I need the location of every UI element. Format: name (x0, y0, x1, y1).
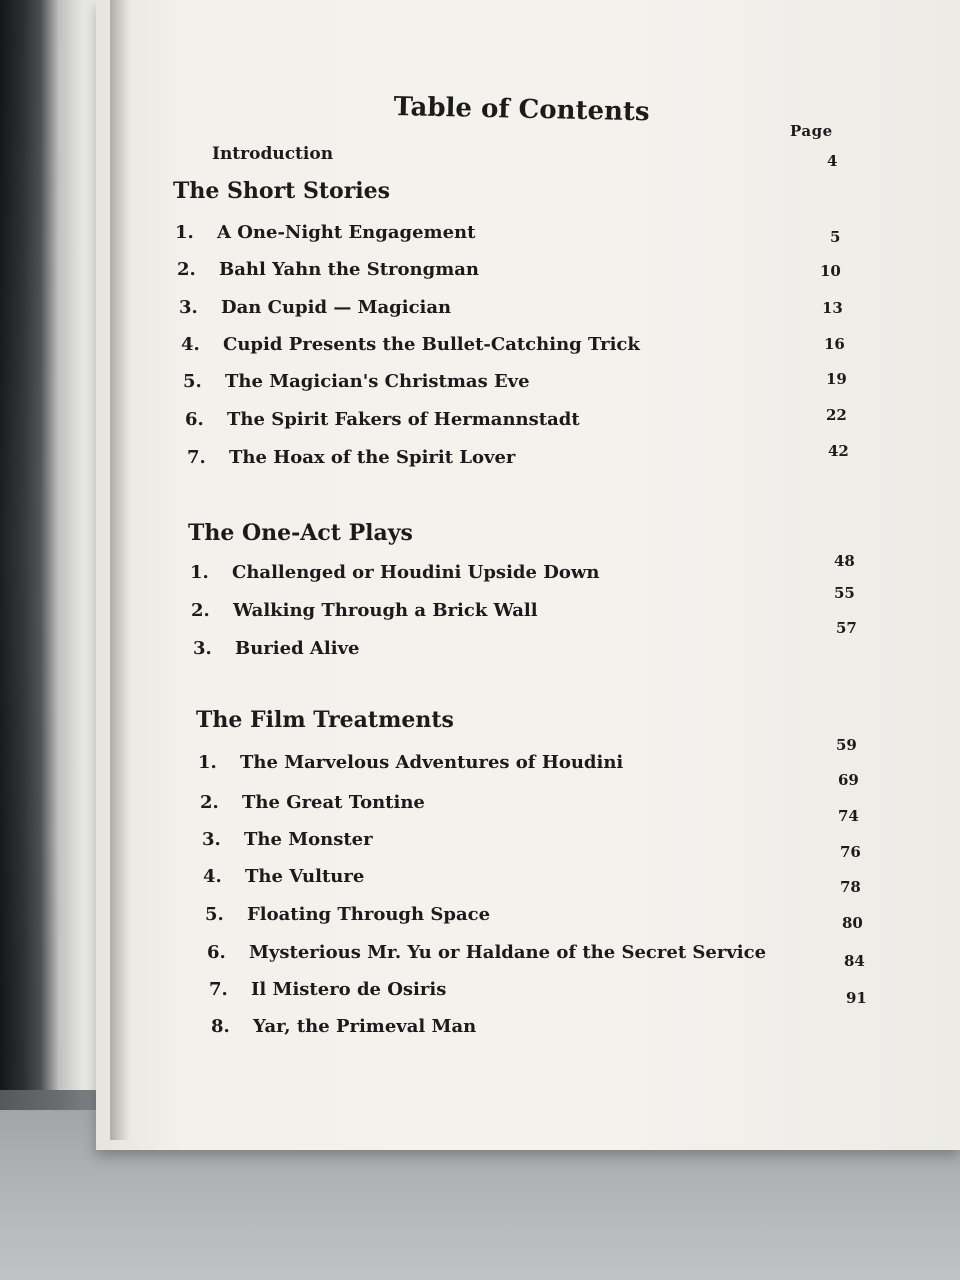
entry-title: The Spirit Fakers of Hermannstadt (227, 409, 580, 430)
entry-title: Bahl Yahn the Strongman (219, 259, 480, 280)
entry-number: 2. (177, 259, 196, 280)
entry-number: 6. (185, 409, 204, 430)
entry-title: Yar, the Primeval Man (253, 1016, 477, 1037)
entry-page-number: 84 (844, 952, 865, 970)
entry-number: 6. (207, 942, 226, 963)
entry-number: 7. (209, 979, 228, 1000)
entry-number: 3. (193, 638, 212, 659)
entry-page-number: 59 (836, 736, 857, 754)
entry-number: 3. (202, 829, 221, 850)
entry-page-number: 80 (842, 914, 863, 932)
entry-title: Dan Cupid — Magician (221, 297, 452, 318)
entry-number: 8. (211, 1016, 230, 1037)
entry-number: 1. (198, 752, 217, 773)
introduction-page: 4 (827, 152, 838, 170)
section-heading: The One-Act Plays (188, 520, 413, 546)
introduction-label: Introduction (212, 144, 334, 164)
entry-title: A One-Night Engagement (217, 222, 476, 243)
section-heading: The Short Stories (173, 178, 391, 204)
entry-number: 4. (181, 334, 200, 355)
entry-page-number: 10 (820, 262, 841, 280)
entry-page-number: 5 (830, 228, 841, 246)
entry-number: 2. (200, 792, 219, 813)
entry-page-number: 55 (834, 584, 855, 602)
entry-title: The Great Tontine (242, 792, 425, 813)
entry-number: 1. (175, 222, 194, 243)
entry-title: Buried Alive (235, 638, 360, 659)
entry-title: Il Mistero de Osiris (251, 979, 447, 1000)
entry-page-number: 48 (834, 552, 855, 570)
entry-title: The Hoax of the Spirit Lover (229, 447, 516, 468)
entry-page-number: 19 (826, 370, 847, 388)
entry-page-number: 78 (840, 878, 861, 896)
spine-shadow (110, 0, 130, 1140)
entry-number: 4. (203, 866, 222, 887)
page-column-label: Page (790, 122, 833, 140)
entry-title: The Magician's Christmas Eve (225, 371, 530, 392)
entry-title: The Monster (244, 829, 373, 850)
entry-number: 5. (183, 371, 202, 392)
entry-page-number: 22 (826, 406, 847, 424)
entry-title: Mysterious Mr. Yu or Haldane of the Secret Service (249, 942, 767, 963)
entry-number: 1. (190, 562, 209, 583)
entry-title: Floating Through Space (247, 904, 491, 925)
photo-edge (0, 0, 58, 1090)
entry-title: The Marvelous Adventures of Houdini (240, 752, 624, 773)
entry-title: Challenged or Houdini Upside Down (232, 562, 600, 583)
entry-page-number: 42 (828, 442, 849, 460)
entry-page-number: 69 (838, 771, 859, 789)
entry-number: 3. (179, 297, 198, 318)
entry-title: Cupid Presents the Bullet-Catching Trick (223, 334, 640, 355)
entry-page-number: 91 (846, 989, 867, 1007)
entry-page-number: 13 (822, 299, 843, 317)
entry-number: 7. (187, 447, 206, 468)
entry-number: 2. (191, 600, 210, 621)
page-title: Table of Contents (393, 92, 650, 128)
entry-number: 5. (205, 904, 224, 925)
entry-page-number: 76 (840, 843, 861, 861)
entry-title: The Vulture (245, 866, 365, 887)
section-heading: The Film Treatments (196, 707, 454, 733)
entry-page-number: 16 (824, 335, 845, 353)
entry-title: Walking Through a Brick Wall (233, 600, 538, 621)
entry-page-number: 57 (836, 619, 857, 637)
entry-page-number: 74 (838, 807, 859, 825)
